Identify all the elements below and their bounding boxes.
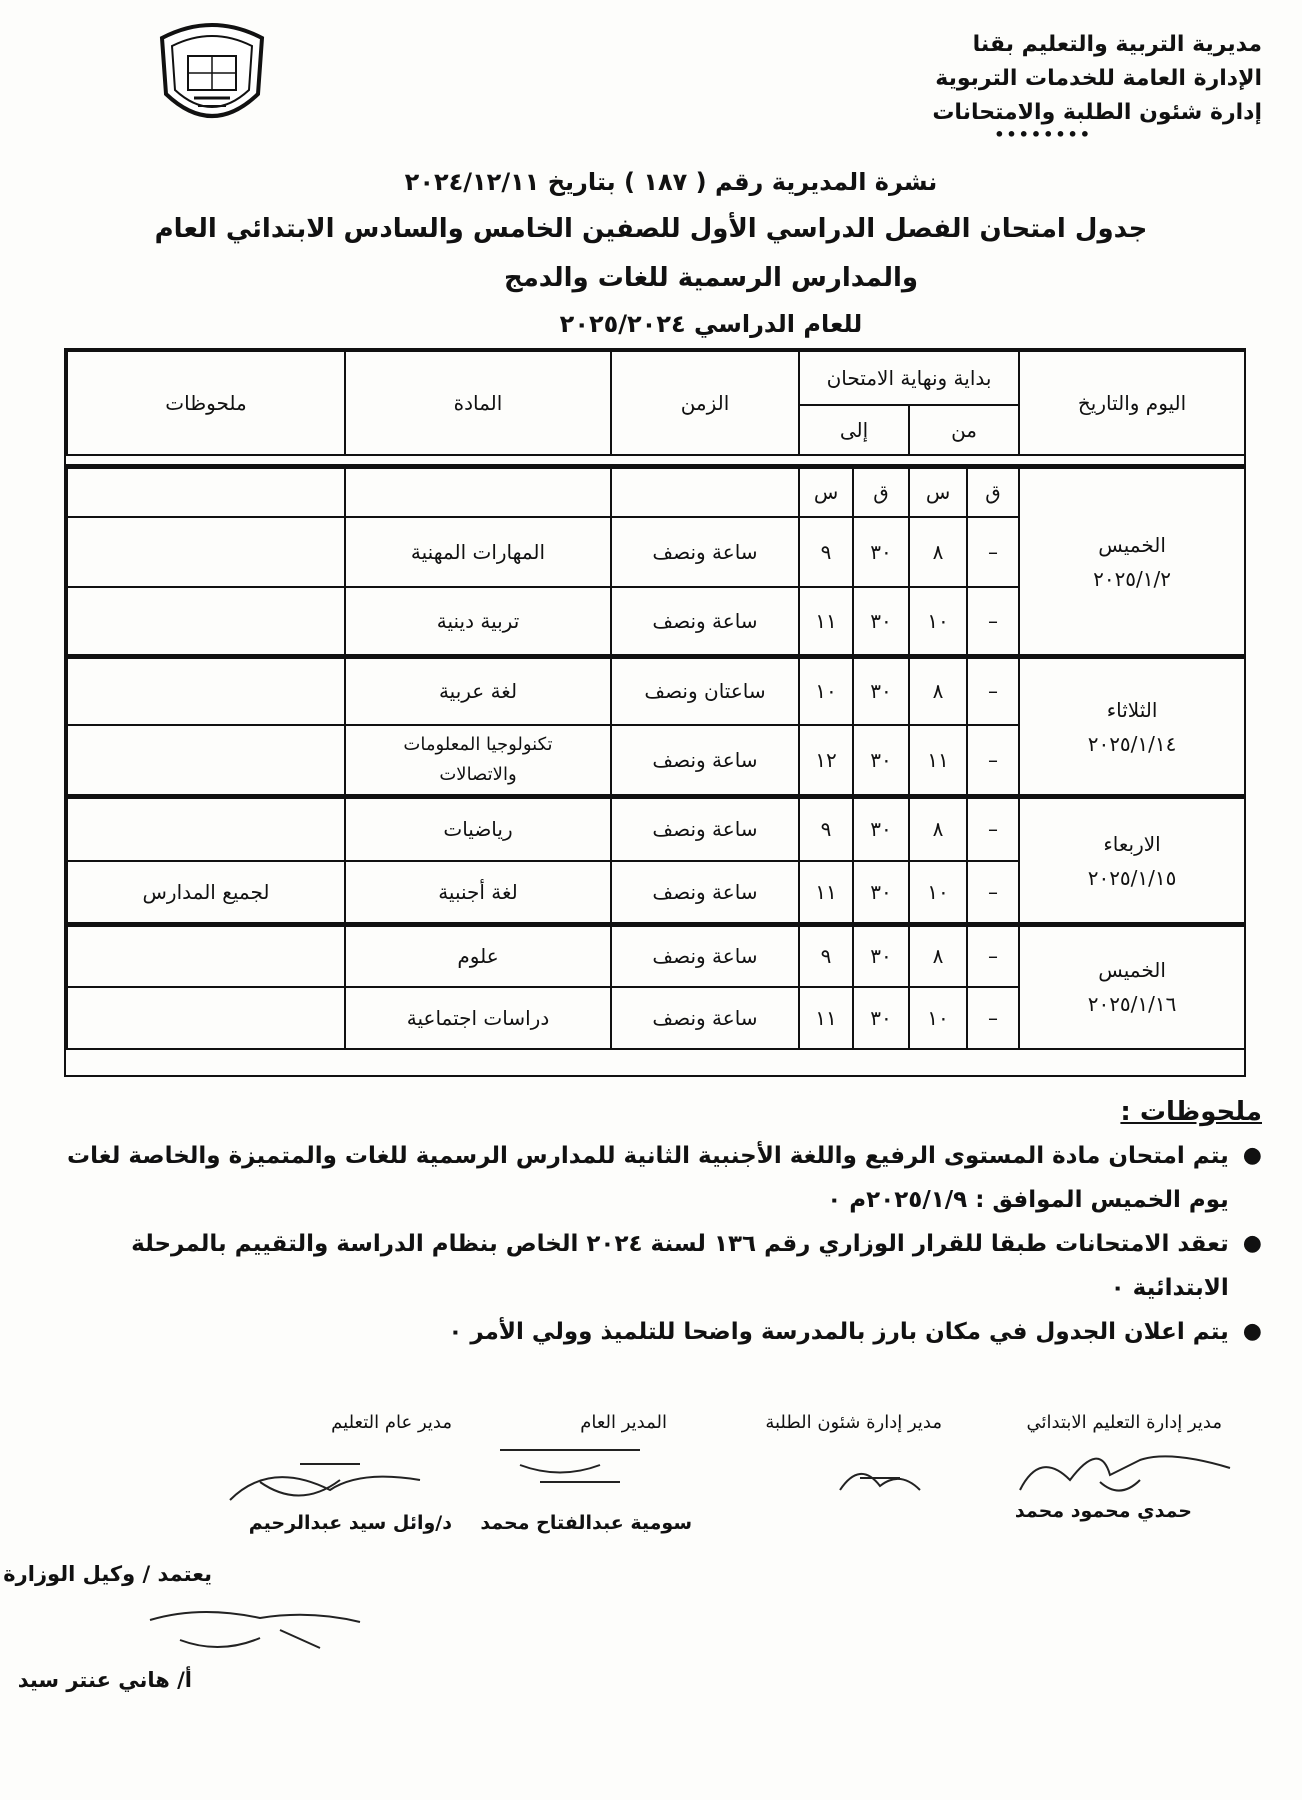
from-hour: ٨ (909, 657, 967, 725)
to-minute: ٣٠ (853, 987, 909, 1049)
note (67, 517, 345, 587)
header-subject: المادة (345, 351, 611, 455)
to-minute: ٣٠ (853, 797, 909, 861)
to-minute: ٣٠ (853, 517, 909, 587)
header-notes: ملحوظات (67, 351, 345, 455)
from-minute: – (967, 987, 1019, 1049)
from-hour: ١٠ (909, 587, 967, 657)
title-line-2: جدول امتحان الفصل الدراسي الأول للصفين الخامس والسادس الابتدائي العام (154, 214, 1148, 244)
subject: رياضيات (345, 797, 611, 861)
to-hour: ٩ (799, 797, 853, 861)
duration: ساعة ونصف (611, 517, 799, 587)
day-label: الاربعاء (1103, 831, 1161, 856)
note (67, 587, 345, 657)
from-minute: – (967, 797, 1019, 861)
exam-schedule-table (64, 348, 1246, 1077)
date-label: ٢٠٢٥/١/١٤ (1087, 731, 1177, 756)
day-date-cell (1019, 467, 1245, 657)
ministry-header (932, 28, 1262, 144)
table-row (67, 797, 1245, 861)
signature-title-primary-ed: مدير إدارة التعليم الابتدائي (1026, 1412, 1222, 1433)
table-row (67, 657, 1245, 725)
duration: ساعة ونصف (611, 725, 799, 797)
unit-minute: ق (967, 467, 1019, 517)
to-minute: ٣٠ (853, 587, 909, 657)
date-label: ٢٠٢٥/١/١٦ (1087, 992, 1177, 1017)
note (67, 925, 345, 987)
from-hour: ٨ (909, 925, 967, 987)
to-hour: ١٠ (799, 657, 853, 725)
title-line-3: والمدارس الرسمية للغات والدمج (503, 263, 919, 293)
bullet-icon: ● (1242, 1319, 1262, 1344)
to-minute: ٣٠ (853, 657, 909, 725)
note: لجميع المدارس (67, 861, 345, 925)
ministry-line-1: مديرية التربية والتعليم بقنا (972, 32, 1262, 57)
from-minute: – (967, 725, 1019, 797)
duration: ساعة ونصف (611, 797, 799, 861)
header-start-end: بداية ونهاية الامتحان (799, 351, 1019, 405)
from-minute: – (967, 517, 1019, 587)
from-minute: – (967, 925, 1019, 987)
note (67, 987, 345, 1049)
unit-hour: س (909, 467, 967, 517)
dotted-underline: •••••••• (994, 125, 1092, 144)
from-minute: – (967, 657, 1019, 725)
header-day-date: اليوم والتاريخ (1019, 351, 1245, 455)
header-duration: الزمن (611, 351, 799, 455)
date-label: ٢٠٢٥/١/١٥ (1087, 865, 1177, 890)
notes-section (42, 1090, 1262, 1354)
to-hour: ١١ (799, 587, 853, 657)
ministry-line-2: الإدارة العامة للخدمات التربوية (935, 66, 1262, 91)
subject: تكنولوجيا المعلومات والاتصالات (345, 725, 611, 797)
date-label: ٢٠٢٥/١/٢ (1093, 566, 1172, 591)
to-hour: ١٢ (799, 725, 853, 797)
note (67, 797, 345, 861)
note-text: يتم اعلان الجدول في مكان بارز بالمدرسة واضحا للتلميذ وولي الأمر ٠ (448, 1319, 1229, 1345)
day-date-cell (1019, 797, 1245, 925)
to-minute: ٣٠ (853, 925, 909, 987)
note-item (42, 1134, 1262, 1222)
from-hour: ٨ (909, 517, 967, 587)
day-label: الخميس (1098, 532, 1166, 557)
from-minute: – (967, 861, 1019, 925)
signature-name-general-director: سومية عبدالفتاح محمد (480, 1512, 692, 1534)
from-hour: ١٠ (909, 861, 967, 925)
from-hour: ١٠ (909, 987, 967, 1049)
note-text: تعقد الامتحانات طبقا للقرار الوزاري رقم ١٣٦ لسنة ٢٠٢٤ الخاص بنظام الدراسة والتقييم بالمرحلة الابتدائية ٠ (131, 1231, 1229, 1301)
from-hour: ٨ (909, 797, 967, 861)
table-row-units (67, 467, 1245, 517)
note (67, 657, 345, 725)
approval-title: يعتمد / وكيل الوزارة (3, 1562, 212, 1586)
subject: المهارات المهنية (345, 517, 611, 587)
signature-title-general-director: المدير العام (580, 1412, 667, 1433)
duration: ساعة ونصف (611, 861, 799, 925)
header-separator (67, 455, 1245, 467)
subject: دراسات اجتماعية (345, 987, 611, 1049)
ministry-line-3: إدارة شئون الطلبة والامتحانات (932, 100, 1262, 125)
day-date-cell (1019, 925, 1245, 1049)
day-date-cell (1019, 657, 1245, 797)
day-label: الخميس (1098, 958, 1166, 983)
day-label: الثلاثاء (1106, 697, 1158, 722)
subject: علوم (345, 925, 611, 987)
bulletin-number: نشرة المديرية رقم ( ١٨٧ ) بتاريخ ٢٠٢٤/١٢/١١ (404, 168, 938, 196)
to-hour: ١١ (799, 861, 853, 925)
from-minute: – (967, 587, 1019, 657)
to-hour: ١١ (799, 987, 853, 1049)
unit-hour: س (799, 467, 853, 517)
subject: تربية دينية (345, 587, 611, 657)
table-header-row-1 (67, 351, 1245, 405)
note (67, 725, 345, 797)
table-row (67, 925, 1245, 987)
to-hour: ٩ (799, 517, 853, 587)
subject: لغة عربية (345, 657, 611, 725)
bullet-icon: ● (1242, 1143, 1262, 1168)
approval-signature (140, 1600, 380, 1660)
header-from: من (909, 405, 1019, 455)
to-hour: ٩ (799, 925, 853, 987)
directorate-seal-logo (148, 16, 276, 136)
shield-emblem-icon (148, 16, 276, 136)
note-text: يتم امتحان مادة المستوى الرفيع واللغة الأجنبية الثانية للمدارس الرسمية للغات والمتميزة والخاصة لغات يوم الخميس الموافق : ٢٠٢٥/١/٩م ٠ (67, 1143, 1229, 1213)
note-item (42, 1310, 1262, 1354)
duration: ساعة ونصف (611, 925, 799, 987)
signature-title-education-director: مدير عام التعليم (331, 1412, 452, 1433)
approval-name: أ/ هاني عنتر سيد (17, 1668, 192, 1692)
academic-year: للعام الدراسي ٢٠٢٥/٢٠٢٤ (559, 310, 863, 338)
unit-minute: ق (853, 467, 909, 517)
bullet-icon: ● (1242, 1231, 1262, 1256)
header-to: إلى (799, 405, 909, 455)
document-titles (0, 160, 1302, 346)
signature-title-student-affairs: مدير إدارة شئون الطلبة (765, 1412, 942, 1433)
signature-name-primary-ed: حمدي محمود محمد (1014, 1500, 1192, 1522)
from-hour: ١١ (909, 725, 967, 797)
subject: لغة أجنبية (345, 861, 611, 925)
duration: ساعة ونصف (611, 987, 799, 1049)
duration: ساعتان ونصف (611, 657, 799, 725)
note-item (42, 1222, 1262, 1310)
signature-name-education-director: د/وائل سيد عبدالرحيم (248, 1512, 452, 1534)
duration: ساعة ونصف (611, 587, 799, 657)
notes-title: ملحوظات : (1120, 1097, 1262, 1127)
to-minute: ٣٠ (853, 725, 909, 797)
to-minute: ٣٠ (853, 861, 909, 925)
